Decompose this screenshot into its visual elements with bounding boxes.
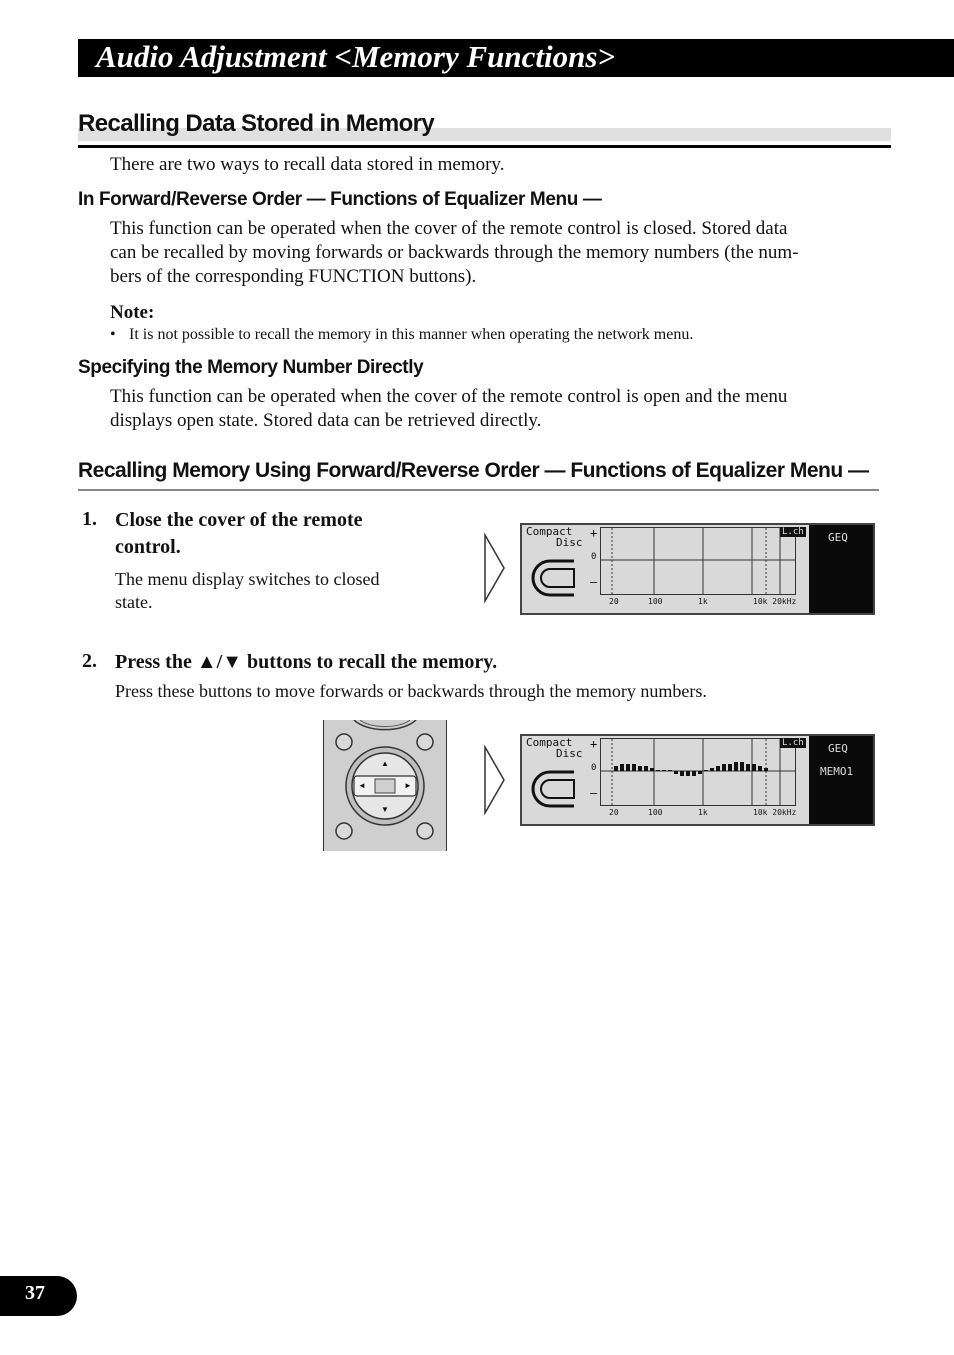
channel-indicator: L.ch [782,527,804,537]
paragraph-line: This function can be operated when the cover of the remote control is closed. Stored data [110,218,788,239]
subheading-forward-reverse: In Forward/Reverse Order — Functions of Equalizer Menu — [78,189,602,210]
section-heading-recalling-data [78,110,891,148]
channel-indicator: L.ch [782,738,804,748]
eq-band-bar [740,762,744,771]
note-bullet: • [110,326,116,343]
intro-text: There are two ways to recall data stored in memory. [110,154,505,175]
freq-label: 100 [648,808,663,817]
eq-band-bar [686,771,690,776]
eq-band-bar [626,764,630,771]
paragraph-line: This function can be operated when the cover of the remote control is open and the menu [110,386,788,407]
lcd-display-memory [520,734,875,826]
page-number: 37 [25,1282,45,1304]
eq-band-bar [698,771,702,774]
freq-label: 10k 20kHz [753,808,797,817]
lcd-display-closed [520,523,875,615]
note-label: Note: [110,302,155,323]
eq-band-bar [722,764,726,771]
eq-band-bar [650,768,654,771]
chapter-banner [78,39,954,77]
eq-band-bar [632,764,636,771]
step-number: 2. [82,650,97,672]
eq-band-bar [692,771,696,776]
eq-band-bar [614,766,618,771]
eq-band-bar [746,764,750,771]
mode-panel [809,736,873,824]
eq-band-bar [728,764,732,771]
disc-icon [528,553,586,603]
freq-label: 20 [609,597,619,606]
paragraph-line: can be recalled by moving forwards or backwards through the memory numbers (the num- [110,242,799,263]
eq-band-bar [764,768,768,771]
eq-band-bar [680,771,684,776]
step-description: Press these buttons to move forwards or backwards through the memory numbers. [115,681,707,701]
eq-band-bar [674,771,678,774]
minus-sign: – [590,575,598,589]
freq-label: 100 [648,597,663,606]
step-title [115,507,363,561]
remote-body-icon [324,720,446,851]
freq-label: 10k 20kHz [753,597,797,606]
step-title-line: control. [115,536,181,558]
mode-panel [809,525,873,613]
eq-band-bar [620,764,624,771]
subheading-specifying-memory: Specifying the Memory Number Directly [78,357,424,378]
mode-label: GEQ [828,742,848,755]
section-title: Recalling Data Stored in Memory [78,110,435,137]
eq-band-bar [662,770,666,771]
source-label: Compact Disc [526,525,583,549]
paragraph-line: displays open state. Stored data can be retrieved directly. [110,410,542,431]
zero-level: 0 [591,552,597,562]
minus-sign: – [590,786,598,800]
left-arrow-icon[interactable]: ◄ [358,781,366,790]
arrow-right-icon [483,745,507,815]
step-number: 1. [82,508,97,530]
eq-band-bar [758,766,762,771]
step-title-line: Close the cover of the remote [115,509,363,531]
section-title: Recalling Memory Using Forward/Reverse Order — Functions of Equalizer Menu — [78,459,869,482]
section-heading-recalling-memory [78,459,879,491]
note-text: It is not possible to recall the memory in this manner when operating the network menu. [129,326,694,343]
remote-control [323,720,447,851]
step-description-line: The menu display switches to closed [115,569,380,589]
paragraph-forward-reverse [110,217,799,289]
memory-label: MEMO1 [820,765,854,778]
eq-band-bar [710,768,714,771]
paragraph-line: bers of the corresponding FUNCTION buttons). [110,266,477,287]
eq-band-bar [716,766,720,771]
eq-band-bar [656,770,660,771]
eq-band-bar [734,762,738,771]
step-description-line: state. [115,592,153,612]
freq-label: 1k [698,597,708,606]
right-arrow-icon[interactable]: ► [404,781,412,790]
step-description [115,568,379,614]
freq-label: 1k [698,808,708,817]
eq-band-bar [752,764,756,771]
mode-label: GEQ [828,531,848,544]
down-arrow-icon[interactable]: ▼ [381,805,389,814]
eq-band-bar [704,770,708,771]
eq-band-bar [644,766,648,771]
eq-band-bar [668,770,672,771]
paragraph-specifying-memory [110,385,787,433]
plus-sign: + [590,526,598,540]
disc-icon [528,764,586,814]
source-label: Compact Disc [526,736,583,760]
eq-graph [600,738,796,806]
chapter-title: Audio Adjustment <Memory Functions> [96,39,616,74]
step-title: Press the ▲/▼ buttons to recall the memory. [115,651,498,673]
freq-label: 20 [609,808,619,817]
page-number-tab [0,1276,77,1316]
zero-level: 0 [591,763,597,773]
eq-graph [600,527,796,595]
eq-band-bar [638,766,642,771]
up-arrow-icon[interactable]: ▲ [381,759,389,768]
arrow-right-icon [483,533,507,603]
plus-sign: + [590,737,598,751]
